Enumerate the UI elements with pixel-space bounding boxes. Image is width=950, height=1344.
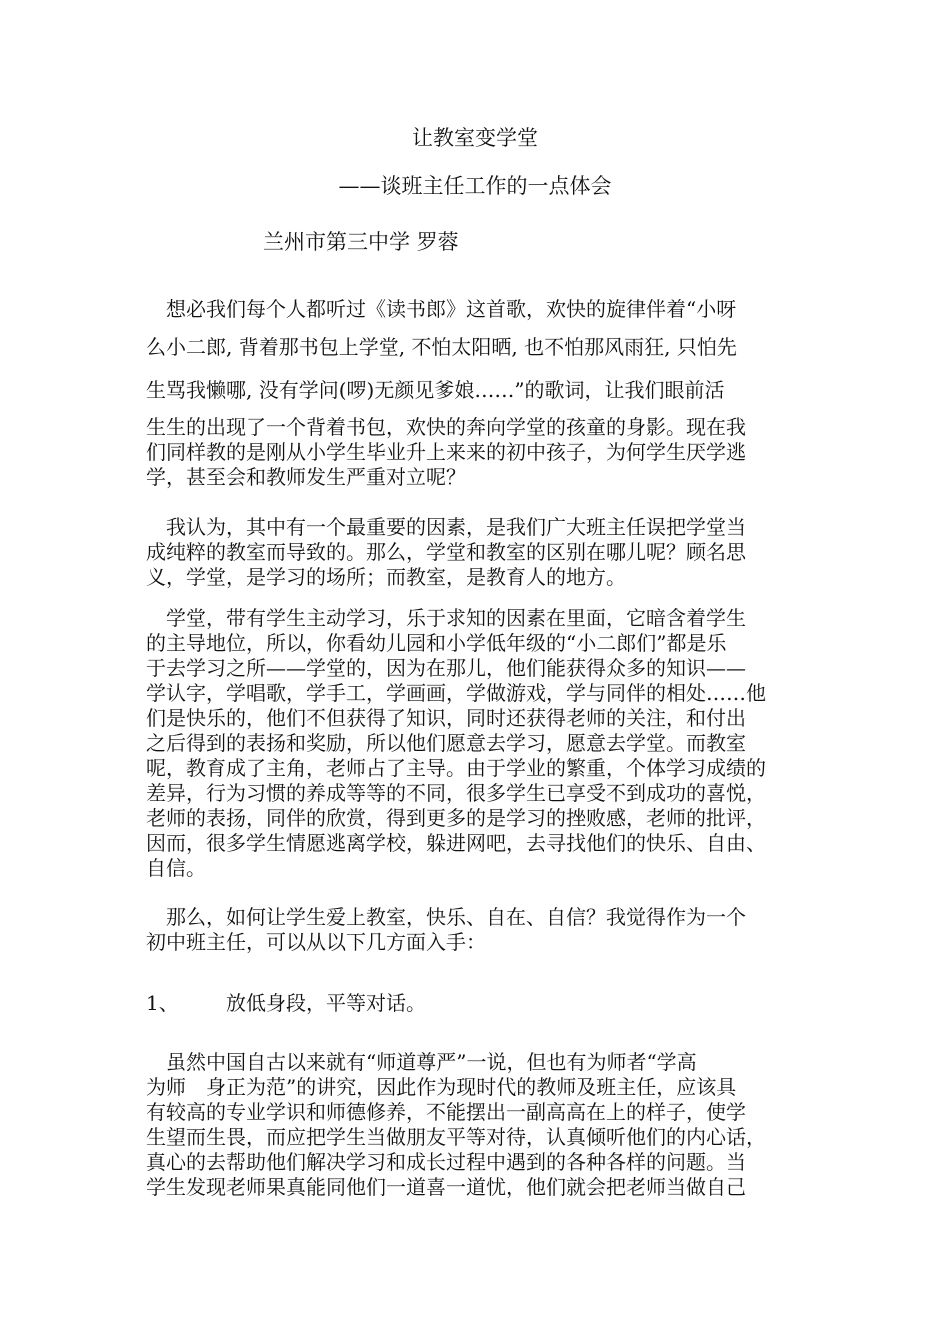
text-line: 想必我们每个人都听过《读书郎》这首歌，欢快的旋律伴着“小呀 [146, 297, 737, 321]
document-subtitle: ——谈班主任工作的一点体会 [338, 174, 612, 198]
paragraph-intro-2 [146, 378, 806, 403]
text-line: 们同样教的是刚从小学生毕业升上来来的初中孩子，为何学生厌学逃 [146, 440, 746, 464]
text-line: 初中班主任，可以从以下几方面入手： [146, 930, 486, 954]
text-line: 学堂，带有学生主动学习，乐于求知的因素在里面，它暗含着学生 [146, 606, 746, 630]
text-line: 生生的出现了一个背着书包，欢快的奔向学堂的孩童的身影。现在我 [146, 415, 746, 439]
text-line: 学，甚至会和教师发生严重对立呢？ [146, 465, 466, 489]
text-line: 的主导地位，所以，你看幼儿园和小学低年级的“小二郎们”都是乐 [146, 631, 727, 655]
paragraph-reason [146, 515, 806, 590]
text-line: 自信。 [146, 856, 206, 880]
paragraph-equal-dialogue [146, 1050, 806, 1200]
text-line: 为师 身正为范”的讲究，因此作为现时代的教师及班主任，应该具 [146, 1075, 737, 1099]
section-number: 1、 [146, 991, 179, 1015]
paragraph-intro-3 [146, 415, 806, 490]
text-line: 生望而生畏，而应把学生当做朋友平等对待，认真倾听他们的内心话， [146, 1125, 766, 1149]
author-line: 兰州市第三中学 罗蓉 [263, 230, 459, 254]
text-line: 义，学堂，是学习的场所；而教室，是教育人的地方。 [146, 565, 626, 589]
text-line: 成纯粹的教室而导致的。那么，学堂和教室的区别在哪儿呢？顾名思 [146, 540, 746, 564]
paragraph-intro-1 [146, 290, 806, 366]
text-line: 那么，如何让学生爱上教室，快乐、自在、自信？我觉得作为一个 [146, 905, 746, 929]
text-line: 真心的去帮助他们解决学习和成长过程中遇到的各种各样的问题。当 [146, 1150, 746, 1174]
section-heading [146, 991, 426, 1016]
text-line: 之后得到的表扬和奖励，所以他们愿意去学习，愿意去学堂。而教室 [146, 731, 746, 755]
paragraph-question [146, 905, 806, 955]
text-line: 有较高的专业学识和师德修养，不能摆出一副高高在上的样子，使学 [146, 1100, 746, 1124]
text-line: 学生发现老师果真能同他们一道喜一道忧，他们就会把老师当做自己 [146, 1175, 746, 1199]
text-line: 学认字，学唱歌，学手工，学画画，学做游戏，学与同伴的相处……他 [146, 681, 766, 705]
document-title: 让教室变学堂 [412, 126, 538, 150]
text-line: 老师的表扬，同伴的欣赏，得到更多的是学习的挫败感，老师的批评， [146, 806, 766, 830]
text-line: 生骂我懒哪, 没有学问(啰)无颜见爹娘……”的歌词，让我们眼前活 [146, 378, 725, 402]
paragraph-xuetang [146, 606, 806, 881]
section-heading-text: 放低身段，平等对话。 [226, 991, 426, 1015]
text-line: 因而，很多学生情愿逃离学校，躲进网吧，去寻找他们的快乐、自由、 [146, 831, 766, 855]
text-line: 么小二郎, 背着那书包上学堂, 不怕太阳晒, 也不怕那风雨狂, 只怕先 [146, 335, 737, 359]
text-line: 我认为，其中有一个最重要的因素，是我们广大班主任误把学堂当 [146, 515, 746, 539]
text-line: 差异，行为习惯的养成等等的不同，很多学生已享受不到成功的喜悦， [146, 781, 766, 805]
text-line: 虽然中国自古以来就有“师道尊严”一说，但也有为师者“学高 [146, 1050, 697, 1074]
text-line: 于去学习之所——学堂的，因为在那儿，他们能获得众多的知识—— [146, 656, 746, 680]
text-line: 呢，教育成了主角，老师占了主导。由于学业的繁重，个体学习成绩的 [146, 756, 766, 780]
text-line: 们是快乐的，他们不但获得了知识，同时还获得老师的关注，和付出 [146, 706, 746, 730]
